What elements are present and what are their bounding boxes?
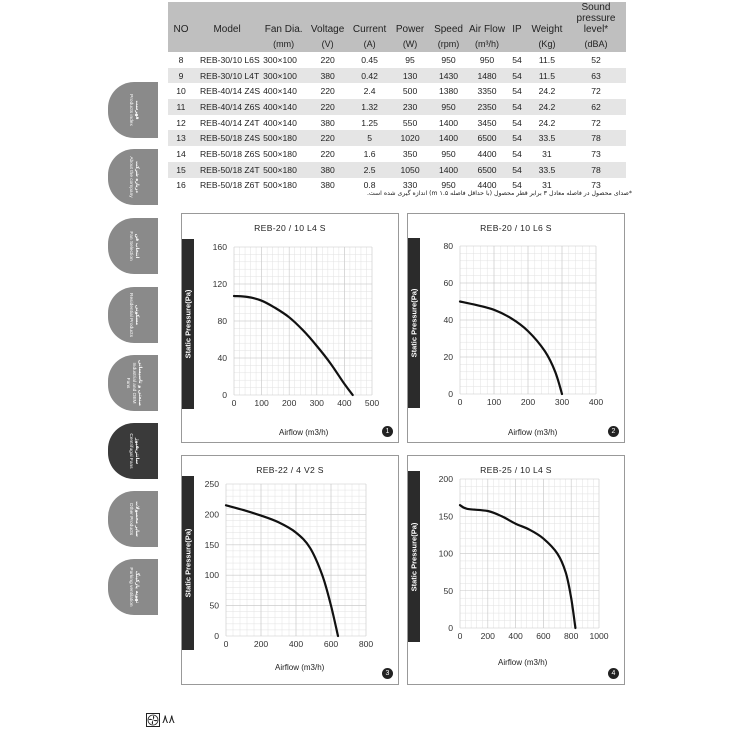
col-speed: Speed	[429, 2, 468, 36]
side-tab-label-en: Industrial and OEM Fans	[125, 362, 136, 404]
table-cell: 500×180	[263, 148, 297, 159]
side-tab-fan-selection[interactable]	[108, 218, 158, 274]
unit-ip	[506, 36, 528, 52]
x-tick-label: 800	[564, 631, 579, 641]
side-tab-label-en: About the company	[128, 156, 133, 198]
chart-title: REB-25 / 10 L4 S	[480, 465, 552, 475]
x-tick-label: 300	[554, 397, 570, 407]
table-cell: 4400	[477, 180, 497, 191]
table-row	[168, 115, 626, 131]
y-tick-label: 200	[204, 509, 219, 520]
table-cell: 73	[591, 180, 601, 191]
table-cell: 1430	[429, 68, 468, 84]
table-cell: 400×140	[263, 117, 297, 128]
table-cell: 4400	[477, 148, 497, 159]
side-tab-label-fa: تهویه پارکینگ	[134, 570, 139, 604]
chart-panel	[407, 455, 625, 685]
side-tab-label-en: Parking ventilation	[128, 567, 133, 607]
y-tick-label: 80	[443, 241, 453, 251]
unit-sound: (dBA)	[566, 36, 626, 52]
side-tab-label-en: Centrifugal Fans	[128, 433, 133, 469]
table-cell: 300×100	[260, 68, 307, 84]
spec-table	[168, 2, 626, 193]
unit-fan-dia: (mm)	[260, 36, 307, 52]
table-cell: 2350	[468, 99, 506, 115]
table-cell: 24.2	[528, 99, 566, 115]
y-tick-label: 100	[438, 548, 453, 559]
table-cell: REB-30/10 L4T	[194, 68, 260, 84]
side-tab-label-en: Products index	[128, 94, 133, 126]
table-unit-row	[168, 36, 626, 52]
unit-voltage: (V)	[307, 36, 348, 52]
table-cell: 220	[320, 148, 335, 159]
col-power: Power	[391, 2, 429, 36]
table-header-row	[168, 2, 626, 36]
x-tick-label: 300	[309, 398, 324, 408]
table-cell: 12	[176, 117, 186, 128]
side-tab-label-en: Residential Products	[128, 293, 133, 337]
chart-svg	[182, 456, 398, 684]
table-cell: 1400	[429, 162, 468, 178]
side-tab-residential-products[interactable]	[108, 287, 158, 343]
table-cell: 54	[506, 130, 528, 146]
col-voltage: Voltage	[307, 2, 348, 36]
side-tab-products-index[interactable]	[108, 82, 158, 138]
table-cell: 33.5	[528, 130, 566, 146]
table-cell: 52	[591, 54, 601, 65]
table-cell: 1050	[391, 162, 429, 178]
table-row	[168, 146, 626, 162]
table-cell: 400×140	[260, 99, 307, 115]
performance-curve	[460, 302, 562, 395]
table-cell: 220	[307, 99, 348, 115]
table-cell: 73	[591, 148, 601, 159]
table-cell: 31	[542, 148, 552, 159]
side-tab-label-fa: مسکونی	[134, 304, 139, 326]
col-airflow: Air Flow	[468, 2, 506, 36]
chart-title: REB-22 / 4 V2 S	[256, 465, 324, 475]
table-cell: 95	[405, 54, 415, 65]
x-tick-label: 100	[254, 398, 269, 408]
side-tab-other-products[interactable]	[108, 491, 158, 547]
table-cell: 950	[479, 54, 495, 65]
table-cell: 54	[506, 162, 528, 178]
y-axis-label	[182, 239, 194, 409]
y-tick-label: 40	[443, 315, 453, 325]
y-tick-label: 0	[448, 389, 453, 399]
x-tick-label: 0	[457, 397, 463, 407]
table-cell: 11.5	[528, 68, 566, 84]
table-row	[168, 52, 626, 68]
table-cell: 350	[402, 148, 418, 159]
table-cell: 330	[402, 180, 418, 191]
table-cell: 54	[512, 180, 522, 191]
chart-number-badge: 3	[382, 668, 393, 679]
fan-logo-icon	[146, 713, 160, 727]
table-cell: 500×180	[263, 180, 297, 191]
table-cell: 230	[391, 99, 429, 115]
x-tick-label: 0	[231, 398, 237, 408]
x-tick-label: 200	[480, 631, 495, 641]
table-cell: 78	[566, 130, 626, 146]
table-cell: 220	[307, 130, 348, 146]
table-cell: 220	[320, 86, 335, 97]
side-tab-label-en: Other Products	[128, 502, 133, 536]
table-cell: 2.5	[348, 162, 391, 178]
table-cell: 2.4	[363, 86, 376, 97]
y-tick-label: 40	[217, 353, 227, 363]
x-axis-label: Airflow (m3/h)	[279, 428, 329, 437]
table-cell: 1.32	[348, 99, 391, 115]
x-tick-label: 600	[536, 631, 551, 641]
table-cell: 0.42	[348, 68, 391, 84]
table-cell: 54	[506, 99, 528, 115]
y-axis-label-text: Static Pressure(Pa)	[183, 289, 193, 359]
y-tick-label: 80	[217, 316, 227, 326]
table-cell: 33.5	[528, 162, 566, 178]
y-tick-label: 250	[204, 479, 219, 489]
x-tick-label: 200	[520, 397, 536, 407]
col-no: NO	[168, 2, 194, 36]
chart-svg	[408, 214, 624, 442]
table-cell: 54	[512, 54, 522, 65]
x-axis-label: Airflow (m3/h)	[275, 663, 325, 672]
unit-current: (A)	[348, 36, 391, 52]
table-cell: 15	[168, 162, 194, 178]
x-tick-label: 400	[588, 397, 604, 407]
table-row	[168, 83, 626, 99]
col-sound: Sound pressure level*	[566, 2, 626, 36]
side-tab-label-fa: فهرست	[134, 100, 139, 120]
unit-no	[168, 36, 194, 52]
table-cell: 1400	[429, 130, 468, 146]
side-tab-label-fa: صنعتی و تاسیساتی	[137, 359, 142, 407]
y-tick-label: 150	[204, 539, 219, 550]
y-axis-label	[408, 471, 420, 642]
table-cell: 1380	[438, 86, 459, 97]
table-cell: 63	[566, 68, 626, 84]
chart-svg	[408, 456, 624, 684]
y-tick-label: 60	[443, 278, 453, 288]
side-tab-label-fa: سانتریفیوژ	[134, 437, 139, 465]
table-cell: 54	[512, 86, 522, 97]
col-model: Model	[194, 2, 260, 36]
table-cell: 72	[591, 117, 601, 128]
unit-power: (W)	[391, 36, 429, 52]
y-tick-label: 0	[222, 390, 227, 400]
side-tab-industrial-and-oem-fans[interactable]	[108, 355, 158, 411]
x-tick-label: 400	[508, 631, 523, 641]
y-axis-label-text: Static Pressure(Pa)	[409, 288, 419, 358]
unit-model	[194, 36, 260, 52]
y-tick-label: 200	[438, 474, 453, 484]
y-tick-label: 0	[448, 623, 453, 633]
table-cell: 24.2	[538, 86, 556, 97]
chart-number-badge: 1	[382, 426, 393, 437]
side-tab-about-the-company[interactable]	[108, 149, 158, 205]
x-tick-label: 100	[486, 397, 502, 407]
table-cell: 8	[178, 54, 184, 65]
table-cell: 11	[168, 99, 194, 115]
page-number: ۸۸	[162, 712, 175, 726]
table-cell: 3450	[477, 117, 497, 128]
table-row	[168, 162, 626, 178]
table-cell: 220	[320, 54, 335, 65]
unit-weight: (Kg)	[528, 36, 566, 52]
table-row	[168, 130, 626, 146]
table-cell: 380	[307, 68, 348, 84]
table-cell: 62	[566, 99, 626, 115]
table-cell: 550	[402, 117, 418, 128]
chart-svg	[182, 214, 398, 442]
table-cell: 16	[176, 180, 186, 191]
table-cell: 54	[512, 117, 522, 128]
chart-panel	[181, 455, 399, 685]
table-cell: 3350	[477, 86, 497, 97]
table-cell: 380	[320, 180, 335, 191]
x-tick-label: 400	[288, 639, 304, 649]
table-cell: 950	[441, 148, 456, 159]
y-tick-label: 0	[214, 631, 219, 641]
y-tick-label: 50	[209, 600, 219, 611]
table-cell: 950	[441, 180, 456, 191]
chart-number-badge: 2	[608, 426, 619, 437]
x-tick-label: 400	[337, 398, 352, 408]
table-cell: 1400	[438, 117, 459, 128]
x-tick-label: 1000	[589, 631, 609, 641]
chart-panel	[181, 213, 399, 443]
unit-speed: (rpm)	[429, 36, 468, 52]
table-cell: 54	[506, 68, 528, 84]
x-tick-label: 0	[457, 631, 463, 641]
y-axis-label-text: Static Pressure(Pa)	[409, 522, 419, 591]
chart-panel	[407, 213, 625, 443]
table-cell: 11.5	[538, 54, 555, 65]
table-row	[168, 68, 626, 84]
y-axis-label-text: Static Pressure(Pa)	[183, 528, 193, 598]
table-cell: 6500	[468, 130, 506, 146]
table-cell: 380	[307, 162, 348, 178]
side-tab-label-fa: انتخاب فن	[134, 233, 139, 259]
y-tick-label: 100	[204, 570, 219, 581]
table-cell: 380	[320, 117, 335, 128]
table-cell: 9	[168, 68, 194, 84]
col-fan-dia: Fan Dia.	[260, 2, 307, 36]
side-tab-label-fa: درباره شرکت	[134, 161, 139, 193]
y-tick-label: 50	[443, 585, 453, 596]
table-cell: 0.8	[363, 180, 376, 191]
table-cell: 1020	[391, 130, 429, 146]
table-cell: 400×140	[263, 86, 297, 97]
table-cell: REB-40/14 Z4S	[199, 86, 261, 97]
y-tick-label: 150	[438, 511, 453, 522]
x-tick-label: 600	[323, 639, 339, 649]
table-cell: REB-50/18 Z6S	[199, 148, 261, 159]
table-cell: REB-50/18 Z4T	[194, 162, 260, 178]
table-cell: 14	[176, 148, 186, 159]
table-cell: REB-40/14 Z4T	[199, 117, 260, 128]
table-cell: 950	[429, 99, 468, 115]
y-tick-label: 20	[443, 352, 453, 362]
col-current: Current	[348, 2, 391, 36]
table-cell: 500	[402, 86, 418, 97]
table-cell: 950	[441, 54, 456, 65]
col-weight: Weight	[528, 2, 566, 36]
table-cell: 72	[591, 86, 601, 97]
table-cell: 6500	[468, 162, 506, 178]
table-cell: 1480	[468, 68, 506, 84]
table-cell: REB-50/18 Z6T	[199, 180, 260, 191]
table-cell: 500×180	[260, 130, 307, 146]
y-axis-label	[408, 238, 420, 408]
x-tick-label: 800	[358, 639, 374, 649]
table-row	[168, 99, 626, 115]
x-tick-label: 0	[223, 639, 229, 649]
x-axis-label: Airflow (m3/h)	[508, 428, 558, 437]
y-axis-label	[182, 476, 194, 650]
table-cell: 24.2	[538, 117, 556, 128]
sound-measurement-note: *صدای محصول در فاصله معادل ۳ برابر قطر محصول (با حداقل فاصله ۱.۵ m) اندازه گیری شده است.	[366, 190, 632, 197]
x-axis-label: Airflow (m3/h)	[498, 658, 548, 667]
x-tick-label: 200	[253, 639, 269, 649]
chart-title: REB-20 / 10 L6 S	[480, 223, 552, 233]
chart-title: REB-20 / 10 L4 S	[254, 223, 326, 233]
table-cell: 54	[512, 148, 522, 159]
x-tick-label: 200	[282, 398, 297, 408]
table-cell: REB-30/10 L6S	[199, 54, 260, 65]
table-cell: 31	[542, 180, 552, 191]
table-cell: 13	[168, 130, 194, 146]
col-ip: IP	[506, 2, 528, 36]
side-tab-label-fa: سایر محصولات	[134, 501, 139, 537]
table-cell: 10	[176, 86, 186, 97]
table-cell: 500×180	[260, 162, 307, 178]
table-cell: REB-50/18 Z4S	[194, 130, 260, 146]
table-cell: 1.25	[361, 117, 378, 128]
x-tick-label: 500	[364, 398, 380, 408]
table-cell: 78	[566, 162, 626, 178]
y-tick-label: 160	[212, 242, 227, 252]
table-cell: 130	[391, 68, 429, 84]
side-tab-label-en: Fan Selection	[128, 231, 133, 261]
table-cell: 5	[348, 130, 391, 146]
side-tab-centrifugal-fans[interactable]	[108, 423, 158, 479]
chart-number-badge: 4	[608, 668, 619, 679]
side-tab-parking-ventilation[interactable]	[108, 559, 158, 615]
unit-airflow: (m³/h)	[468, 36, 506, 52]
table-cell: REB-40/14 Z6S	[194, 99, 260, 115]
table-cell: 0.45	[361, 54, 378, 65]
table-cell: 300×100	[263, 54, 297, 65]
y-tick-label: 120	[212, 279, 227, 289]
table-cell: 1.6	[363, 148, 376, 159]
